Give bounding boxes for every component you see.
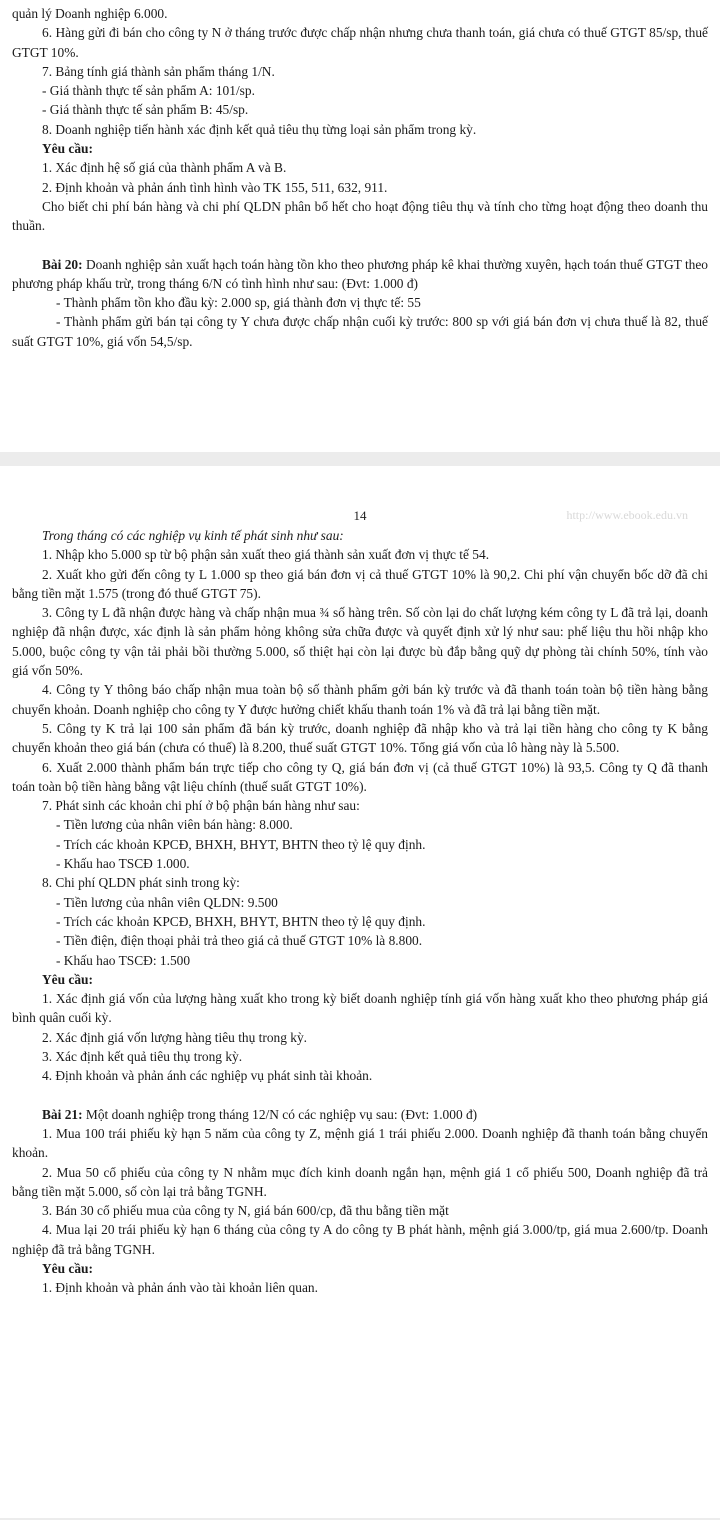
text-line: 3. Bán 30 cổ phiếu mua của công ty N, giá bán 600/cp, đã thu bằng tiền mặt (42, 1203, 449, 1219)
page-1-content (12, 4, 708, 351)
spacer (12, 1086, 708, 1105)
text-line: 2. Xác định giá vốn lượng hàng tiêu thụ trong kỳ. (42, 1029, 308, 1045)
spacer (12, 236, 708, 255)
text-line: 1. Xác định giá vốn của lượng hàng xuất kho trong kỳ biết doanh nghiệp tính giá vốn hàng xuất kho theo phương pháp giá bình quân cuối kỳ. (12, 991, 708, 1026)
text-line: - Giá thành thực tế sản phẩm A: 101/sp. (42, 83, 255, 99)
text-line: - Khấu hao TSCĐ: 1.500 (56, 952, 191, 968)
text-line: 1. Mua 100 trái phiếu kỳ hạn 5 năm của công ty Z, mệnh giá 1 trái phiếu 2.000. Doanh nghiệp đã thanh toán bằng chuyển khoản. (12, 1125, 708, 1161)
exercise-21-text: Một doanh nghiệp trong tháng 12/N có các nghiệp vụ sau: (Đvt: 1.000 đ) (85, 1106, 478, 1122)
text-line: 3. Xác định kết quả tiêu thụ trong kỳ. (42, 1049, 243, 1065)
text-line: 2. Mua 50 cổ phiếu của công ty N nhằm mục đích kinh doanh ngắn hạn, mệnh giá 1 cổ phiếu 500, Doanh nghiệp đã trả bằng tiền mặt 5.000, số còn lại trả bằng TGNH. (12, 1164, 708, 1199)
text-line: 1. Định khoản và phản ánh vào tài khoản liên quan. (42, 1280, 318, 1296)
text-line: - Khấu hao TSCĐ 1.000. (56, 856, 190, 872)
text-line: - Tiền điện, điện thoại phải trả theo giá cả thuế GTGT 10% là 8.800. (56, 933, 423, 949)
text-line: - Tiền lương của nhân viên QLDN: 9.500 (56, 894, 278, 910)
text-line: - Thành phẩm gửi bán tại công ty Y chưa được chấp nhận cuối kỳ trước: 800 sp với giá bán đơn vị chưa thuế là 82, thuế suất GTGT 10%, giá vốn 54,5/sp. (12, 314, 708, 349)
exercise-21-label: Bài 21: (42, 1106, 83, 1122)
document-page-1 (0, 0, 720, 452)
text-line: 8. Doanh nghiệp tiến hành xác định kết quả tiêu thụ từng loại sản phẩm trong kỳ. (42, 121, 477, 137)
document-page-2 (0, 466, 720, 1518)
text-line: Trong tháng có các nghiệp vụ kinh tế phát sinh như sau: (42, 528, 344, 543)
text-line: 7. Bảng tính giá thành sản phẩm tháng 1/N. (42, 63, 275, 79)
page-2-content (12, 526, 708, 1298)
text-line: 4. Mua lại 20 trái phiếu kỳ hạn 6 tháng của công ty A do công ty B phát hành, mệnh giá 3.000/tp, giá mua 2.600/tp. Doanh nghiệp đã trả bằng TGNH. (12, 1222, 708, 1257)
text-line: - Tiền lương của nhân viên bán hàng: 8.000. (56, 817, 293, 833)
text-line: 1. Xác định hệ số giá của thành phẩm A và B. (42, 160, 287, 176)
text-line: 5. Công ty K trả lại 100 sản phẩm đã bán kỳ trước, doanh nghiệp đã nhập kho và trả lại tiền hàng cho công ty K bằng chuyển khoản theo giá bán (chưa có thuế) là 8.200, thuế suất GTGT 10%. Tổng giá vốn của lô hàng này là 5.500. (12, 720, 708, 756)
text-line: - Giá thành thực tế sản phẩm B: 45/sp. (42, 102, 249, 118)
text-line: 4. Công ty Y thông báo chấp nhận mua toàn bộ số thành phẩm gởi bán kỳ trước và đã thanh toán toàn bộ tiền hàng bằng chuyển khoản. Doanh nghiệp cho công ty Y được hưởng chiết khấu thanh toán 1% và đã trả lại bằng tiền mặt. (12, 682, 708, 717)
watermark-url: http://www.ebook.edu.vn (566, 508, 688, 522)
text-line: - Trích các khoản KPCĐ, BHXH, BHYT, BHTN theo tỷ lệ quy định. (56, 913, 426, 929)
text-line: 6. Xuất 2.000 thành phẩm bán trực tiếp cho công ty Q, giá bán đơn vị (cả thuế GTGT 10%) là 93,5. Công ty Q đã thanh toán toàn bộ tiền hàng bằng vật liệu chính (thuế suất GTGT 10%). (12, 759, 708, 794)
exercise-20-label: Bài 20: (42, 256, 83, 272)
text-line: - Trích các khoản KPCĐ, BHXH, BHYT, BHTN theo tỷ lệ quy định. (56, 836, 426, 852)
text-line: 6. Hàng gửi đi bán cho công ty N ở tháng trước được chấp nhận nhưng chưa thanh toán, giá chưa có thuế GTGT 85/sp, thuế GTGT 10%. (12, 25, 708, 60)
requirements-heading: Yêu cầu: (42, 1260, 93, 1276)
requirements-heading: Yêu cầu: (42, 141, 93, 157)
text-line: 7. Phát sinh các khoản chi phí ở bộ phận bán hàng như sau: (42, 798, 360, 814)
text-line: 2. Định khoản và phản ánh tình hình vào TK 155, 511, 632, 911. (42, 179, 388, 195)
text-line: - Thành phẩm tồn kho đầu kỳ: 2.000 sp, giá thành đơn vị thực tế: 55 (56, 295, 421, 311)
text-line: 8. Chi phí QLDN phát sinh trong kỳ: (42, 875, 240, 891)
text-line: 4. Định khoản và phản ánh các nghiệp vụ phát sinh tài khoản. (42, 1068, 373, 1084)
requirements-heading: Yêu cầu: (42, 971, 93, 987)
exercise-21-intro (12, 1105, 708, 1124)
exercise-20-intro (12, 255, 708, 294)
text-line: Cho biết chi phí bán hàng và chi phí QLDN phân bổ hết cho hoạt động tiêu thụ và tính cho từng hoạt động theo doanh thu thuần. (12, 198, 708, 234)
text-line: quản lý Doanh nghiệp 6.000. (12, 6, 168, 21)
text-line: 2. Xuất kho gửi đến công ty L 1.000 sp theo giá bán đơn vị cả thuế GTGT 10% là 90,2. Chi phí vận chuyển bốc dỡ đã chi bằng tiền mặt 1.575 (trong đó thuế GTGT 75). (12, 566, 708, 601)
page-number: 14 (353, 508, 367, 523)
text-line: 3. Công ty L đã nhận được hàng và chấp nhận mua ¾ số hàng trên. Số còn lại do chất lượng kém công ty L đã trả lại, doanh nghiệp đã nhận được, xác định là sản phẩm hỏng không sửa chữa được và quyết định xử lý như sau: phế liệu thu hồi nhập kho 5.000, buộc công ty vận tải phải bồi thường 5.000, số thiệt hại còn lại được bù đắp bằng quỹ dự phòng tài chính 50%, tính vào giá vốn 50%. (12, 605, 708, 679)
text-line: 1. Nhập kho 5.000 sp từ bộ phận sản xuất theo giá thành sản xuất đơn vị thực tế 54. (42, 547, 490, 563)
exercise-20-text: Doanh nghiệp sản xuất hạch toán hàng tồn kho theo phương pháp kê khai thường xuyên, hạch toán thuế GTGT theo phương pháp khấu trừ, trong tháng 6/N có tình hình như sau: (Đvt: 1.000 đ) (12, 256, 708, 291)
